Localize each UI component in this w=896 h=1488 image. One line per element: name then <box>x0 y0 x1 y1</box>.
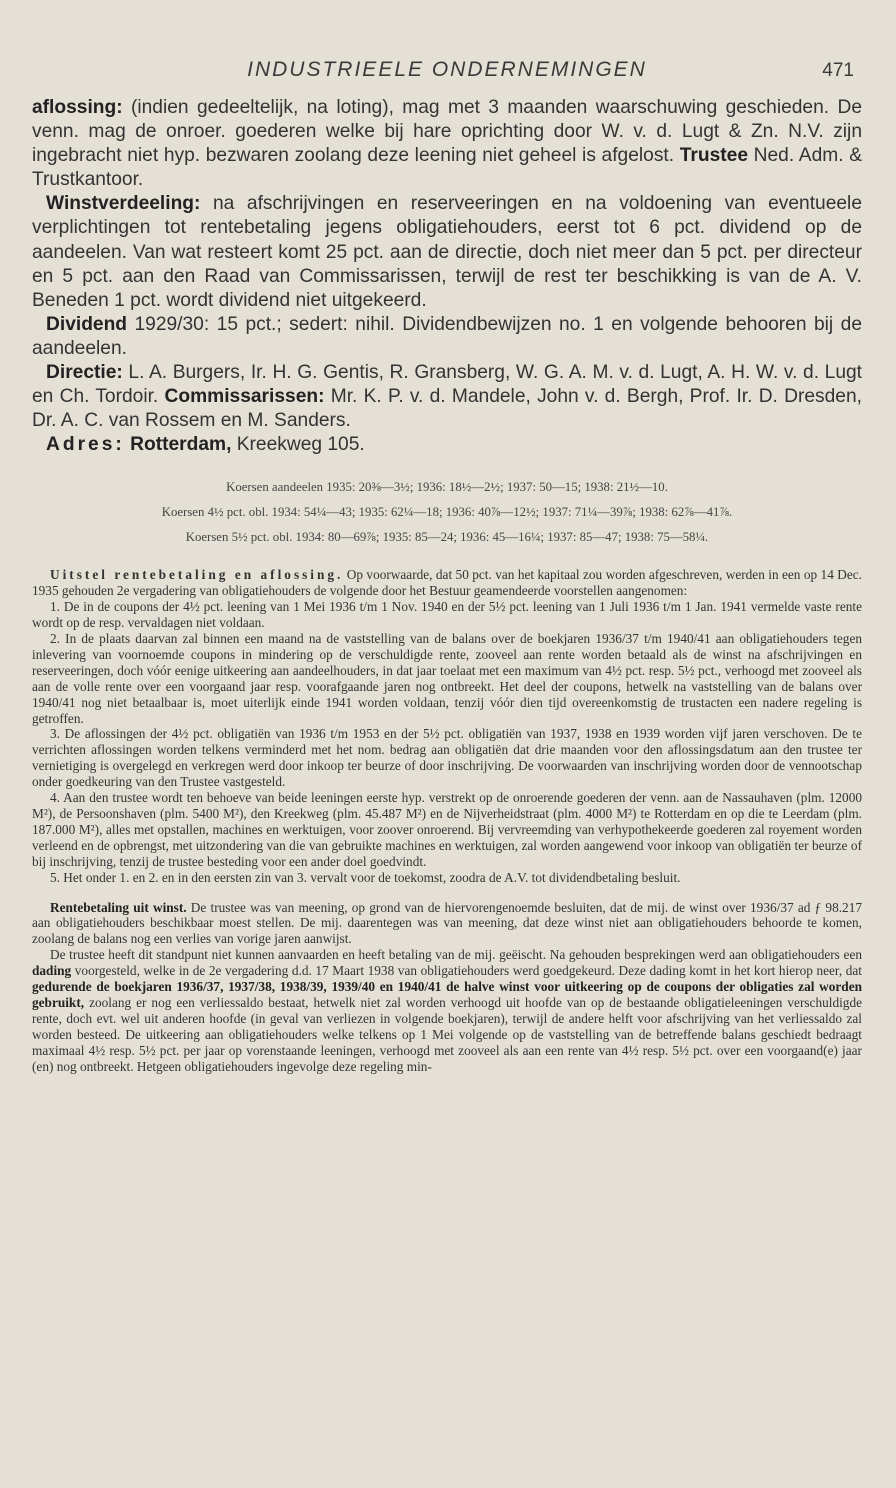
uitstel-item-1: 1. De in de coupons der 4½ pct. leening van 1 Mei 1936 t/m 1 Nov. 1940 en der 5½ pct. leening van 1 Juli 1936 t/m 1 Jan. 1941 vermelde vaste rente wordt op de resp. vervaldagen niet voldaan. <box>32 599 862 631</box>
paragraph-directie <box>32 361 862 433</box>
rentebetaling-text-2a: De trustee heeft dit standpunt niet kunnen aanvaarden en heeft betaling van de mij. geëischt. Na gehouden besprekingen werd aan obligatiehouders een <box>50 947 862 963</box>
commissarissen-text: Mr. K. P. v. d. Mandele, John v. d. Bergh, Prof. Ir. D. Dresden, Dr. A. C. van Rossem en M. Sanders. <box>32 386 862 432</box>
rentebetaling-text-2b: voorgesteld, welke in de 2e vergadering d.d. 17 Maart 1938 van obligatiehouders werd goedgekeurd. Deze dading komt in het kort hierop neer, dat <box>71 963 862 979</box>
paragraph-adres <box>32 433 862 457</box>
uitstel-heading: Uitstel rentebetaling en aflossing. <box>50 567 344 583</box>
uitstel-item-2: 2. In de plaats daarvan zal binnen een maand na de vaststelling van de balans over de boekjaren 1936/37 t/m 1940/41 aan obligatiehouders tegen inlevering van voornoemde coupons in mindering op de verschuldigde rente, zooveel aan rente worden betaald als de winst na afschrijvingen en reserveeringen, doch vóór eenige uitkeering aan aandeelhouders, in dat jaar toelaat met een maximum van 4½ pct. resp. 5½ pct., verhoogd met zooveel als aan de volle rente over een voorgaand jaar resp. voorafgaande jaren nog ontbreekt. Het deel der coupons, hetwelk na vaststelling van de balans over 1940/41 nog niet betaalbaar is, moet uiterlijk einde 1941 worden voldaan, tenzij vóór dien tijd overeenkomstig de trustacten een nadere regeling is getroffen. <box>32 631 862 726</box>
adres-street: Kreekweg 105. <box>231 434 365 456</box>
paragraph-winstverdeeling <box>32 192 862 312</box>
adres-city: Rotterdam, <box>130 434 232 456</box>
uitstel-section <box>32 567 862 1074</box>
running-title: INDUSTRIEELE ONDERNEMINGEN <box>247 58 647 81</box>
aflossing-text: (indien gedeeltelijk, na loting), mag met 3 maanden waarschuwing geschieden. De venn. mag de onroer. goederen welke bij hare oprichting door W. v. d. Lugt & Zn. N.V. zijn ingebracht niet hyp. bezwaren zoolang deze leening niet geheel is afgelost. <box>32 97 862 167</box>
price-history <box>32 479 862 545</box>
rentebetaling-paragraph-2 <box>32 947 862 1074</box>
directie-label: Directie: <box>46 362 123 384</box>
uitstel-intro <box>32 567 862 599</box>
koersen-5-5-obl: Koersen 5½ pct. obl. 1934: 80—69⅞; 1935: 85—24; 1936: 45—16¼; 1937: 85—47; 1938: 75—58¼. <box>185 530 709 545</box>
uitstel-item-5: 5. Het onder 1. en 2. en in den eersten zin van 3. vervalt voor de toekomst, zoodra de A.V. tot dividendbetaling besluit. <box>50 869 681 885</box>
rentebetaling-paragraph-1 <box>32 900 862 948</box>
page-number: 471 <box>822 60 854 81</box>
koersen-aandeelen: Koersen aandeelen 1935: 20⅜—3½; 1936: 18½—2½; 1937: 50—15; 1938: 21½—10. <box>226 480 668 495</box>
directie-text: L. A. Burgers, Ir. H. G. Gentis, R. Gransberg, W. G. A. M. v. d. Lugt, A. H. W. v. d. Lugt en Ch. Tordoir. <box>32 362 862 408</box>
rentebetaling-text-1: De trustee was van meening, op grond van de hiervorengenoemde besluiten, dat de mij. de winst over 1936/37 ad ƒ 98.217 aan obligatiehouders beschikbaar moest stellen. De mij. daarentegen was van meening, dat deze winst niet aan obligatiehouders behoorde te komen, zoolang de balans nog een verlies van vorige jaren aanwijst. <box>32 899 862 947</box>
company-description <box>32 96 862 457</box>
winstverdeeling-label: Winstverdeeling: <box>46 193 201 215</box>
winstverdeeling-text: na afschrijvingen en reserveeringen en na voldoening van eventueele verplichtingen tot rentebetaling jegens obligatiehouders, eerst tot 6 pct. dividend op de aandeelen. Van wat resteert komt 25 pct. aan de directie, doch niet meer dan 5 pct. per directeur en 5 pct. aan den Raad van Commissarissen, terwijl de rest ter beschikking is van de A. V. Beneden 1 pct. wordt dividend niet uitgekeerd. <box>32 193 862 311</box>
trustee-label: Trustee <box>679 145 749 167</box>
dividend-text: 1929/30: 15 pct.; sedert: nihil. Dividendbewijzen no. 1 en volgende behooren bij de aandeelen. <box>32 313 862 359</box>
adres-label: Adres: <box>46 434 125 456</box>
rentebetaling-heading: Rentebetaling uit winst. <box>50 899 187 915</box>
koersen-4-5-obl: Koersen 4½ pct. obl. 1934: 54¼—43; 1935: 62¼—18; 1936: 40⅞—12½; 1937: 71¼—39⅞; 1938: 62⅞—41⅞. <box>161 505 733 520</box>
aflossing-label: aflossing: <box>32 97 123 118</box>
bold-clause: gedurende de boekjaren 1936/37, 1937/38, 1938/39, 1939/40 en 1940/41 de halve winst voor uitkeering op de coupons der obligaties zal worden gebruikt, <box>32 979 862 1010</box>
commissarissen-label: Commissarissen: <box>164 386 325 408</box>
uitstel-intro-text: Op voorwaarde, dat 50 pct. van het kapitaal zou worden afgeschreven, werden in een op 14 Dec. 1935 gehouden 2e vergadering van obligatiehouders de volgende door het Bestuur geamendeerde voorstellen aangenomen: <box>32 567 862 599</box>
dividend-label: Dividend <box>46 313 128 335</box>
paragraph-aflossing <box>32 96 862 192</box>
dading-term: dading <box>32 963 72 979</box>
uitstel-item-3: 3. De aflossingen der 4½ pct. obligatiën van 1936 t/m 1953 en der 5½ pct. obligatiën van 1937, 1938 en 1939 worden vijf jaren verschoven. De te verrichten aflossingen worden telkens verminderd met het nom. bedrag aan obligatiën dat drie maanden voor den aflossingsdatum aan den trustee ter vernietiging is overgelegd en verkregen werd door inkoop ter beurze of door inschrijving. De voorwaarden van inschrijving worden door de vennootschap onder goedkeuring van den Trustee vastgesteld. <box>32 726 862 790</box>
uitstel-item-4: 4. Aan den trustee wordt ten behoeve van beide leeningen eerste hyp. verstrekt op de onroerende goederen der venn. aan de Nassauhaven (plm. 12000 M²), de Persoonshaven (plm. 5400 M²), den Kreekweg (plm. 45.487 M²) en de Nijverheidstraat (plm. 4000 M²) te Rotterdam en op die te Leerdam (plm. 187.000 M²), alles met opstallen, machines en werktuigen, voor zoover onroerend. Bij vervreemding van verhypothekeerde goederen zal royement worden verleend en de opbrengst, met uitzondering van die van gebruikte machines en werktuigen, zal worden aangewend voor inkoop van obligatiën ter beurze of bij inschrijving, tenzij de trustee besteding voor een ander doel goedvindt. <box>32 790 862 869</box>
paragraph-dividend <box>32 313 862 361</box>
trustee-text: Ned. Adm. & Trustkantoor. <box>32 145 862 191</box>
page-header <box>32 0 862 96</box>
rentebetaling-text-2c: zoolang er nog een verliessaldo bestaat, hetwelk niet zal worden verhoogd uit hoofde van op de bestaande obligatieleeningen verschuldigde rente, doch evt. wel uit anderen hoofde (in geval van verliezen in volgende boekjaren), terwijl de andere helft voor afschrijving van het verliessaldo zal worden besteed. De uitkeering aan obligatiehouders welke telkens op 1 Mei volgende op de vaststelling van de betreffende balans geschiedt bedraagt maximaal 4½ resp. 5½ pct. per jaar op vorenstaande leeningen, verhoogd met zooveel als aan een rente van 4½ resp. 5½ pct. over een voorgaand(e) jaar (en) nog ontbreekt. Hetgeen obligatiehouders ingevolge deze regeling min- <box>32 994 862 1074</box>
